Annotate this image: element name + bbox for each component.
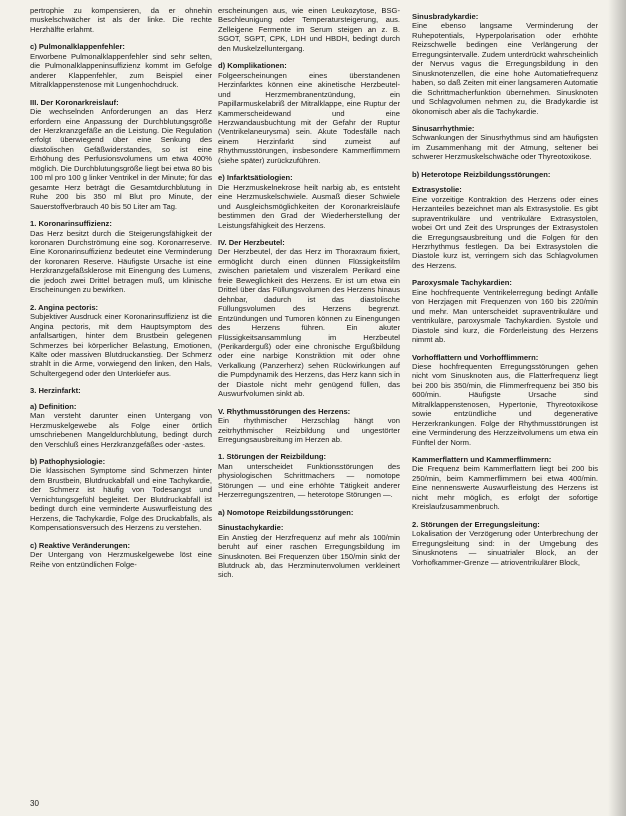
paragraph: Eine vorzeitige Kontraktion des Herzens oder eines Herzanteiles bezeichnet man als Extrasystolie. Es gibt supraventrikuläre und ventrikuläre Extrasystolen, wobei Ort und Zeit des Ursprunges der Extrasystolen die Erregungsausbreitung und die Folgen für den Herzrhythmus festlegen. Da bei Extrasystolen die Diastole kurz ist, verringern sich das Schlagvolumen des Herzens. — [412, 194, 598, 270]
text-column-left — [30, 6, 212, 794]
section-heading: Paroxysmale Tachykardien: — [412, 278, 512, 288]
text-column-middle — [218, 6, 400, 794]
paragraph: Subjektiver Ausdruck einer Koronarinsuffizienz ist die Angina pectoris, mit dem Hauptsymptom des anfallsartigen, hinter dem Brustbein gelegenen Schmerzes bei körperlicher Belastung, Emotionen, Kälte oder massiven Blutdruckanstieg. Der Schmerz strahlt in die Arme, vorwiegend den linken, den Hals, Schultergegend oder den Unterkiefer aus. — [30, 312, 212, 378]
section-heading: III. Der Koronarkreislauf: — [30, 97, 119, 107]
paragraph: Lokalisation der Verzögerung oder Unterbrechung der Erregungsleitung sind: in der Umgebung des Sinusknotens — sinuatrialer Block, an der Vorhofkammer-Grenze — atrioventrikulärer Block, — [412, 529, 598, 567]
section-heading: b) Heterotope Reizbildungsstörungen: — [412, 169, 551, 179]
section-heading: Vorhofflattern und Vorhofflimmern: — [412, 352, 539, 362]
paragraph: Die klassischen Symptome sind Schmerzen hinter dem Brustbein, Blutdruckabfall und eine Tachykardie, der Schmerz ist häufig von Todesangst und Vernichtungsgefühl begleitet. Der Blutdruckabfall ist bedingt durch eine verminderte Auswurfleistung des Herzens, die Tachykardie, Folge des Druckabfalls, als Kompensationsversuch des Herzens zu verstehen. — [30, 466, 212, 533]
text-column-right — [412, 6, 598, 794]
section-heading: 3. Herzinfarkt: — [30, 386, 81, 396]
section-heading: 2. Angina pectoris: — [30, 302, 99, 312]
section-heading: IV. Der Herzbeutel: — [218, 237, 285, 247]
paragraph: Die Frequenz beim Kammerflattern liegt bei 200 bis 250/min, beim Kammerflimmern bei etwa 400/min. Eine nennenswerte Auswurfleistung des Herzens ist nicht mehr möglich, es erfolgt der sofortige Kreislaufzusammenbruch. — [412, 464, 598, 512]
section-heading: Sinusbradykardie: — [412, 12, 479, 21]
page-edge-shadow — [608, 0, 626, 816]
paragraph: Die Herzmuskelnekrose heilt narbig ab, es entsteht eine Herzmuskelschwiele. Ausmaß dieser Schwiele und Ausgleichsmöglichkeiten der Koronarkreisläufe bestimmen den Grad der Wiederherstellung der Leistungsfähigkeit des Herzens. — [218, 182, 400, 230]
paragraph: pertrophie zu kompensieren, da er ohnehin muskelschwächer ist als der linke. Die rechte Herzhälfte erlahmt. — [30, 6, 212, 34]
section-heading: a) Nomotope Reizbildungsstörungen: — [218, 507, 354, 517]
section-heading: Sinusarrhythmie: — [412, 123, 475, 133]
paragraph: Das Herz besitzt durch die Steigerungsfähigkeit der koronaren Durchströmung eine sog. Koronarreserve. Eine Koronarinsuffizienz bedeutet eine Verminderung der koronaren Reserve. Häufigste Ursache ist eine Herzkranzgefäßsklerose mit Einengung des Lumens, die jedoch zwei Drittel betragen muß, um klinische Erscheinungen zu bewirken. — [30, 228, 212, 295]
paragraph: Die wechselnden Anforderungen an das Herz erfordern eine Anpassung der Durchblutungsgröße der Herzkranzgefäße an die Leistung. Die Regulation erfolgt überwiegend über eine Senkung des diastolischen Gefäßwiderstandes, so ist eine Erhöhung des Perfusionsvolumens um etwa 400% möglich. Die Durchblutungsgröße liegt bei etwa 80 bis 100 ml pro 100 g linker Ventrikel in der Minute; für das gesamte Herz beträgt die Gesamtdurchblutung in Ruhe 200 bis 350 ml Blut pro Minute, der Sauerstoffverbrauch 40 bis 50 Liter am Tag. — [30, 107, 212, 211]
section-heading: Sinustachykardie: — [218, 523, 284, 533]
section-heading: 1. Koronarinsuffizienz: — [30, 219, 112, 229]
section-heading: 1. Störungen der Reizbildung: — [218, 452, 326, 462]
section-heading: e) Infarktsätiologien: — [218, 173, 293, 183]
paragraph: Ein Anstieg der Herzfrequenz auf mehr als 100/min beruht auf einer raschen Erregungsbildung im Sinusknoten. Bei Frequenzen über 150/min sinkt der Blutdruck ab, das Herzminutenvolumen verkleinert sich. — [218, 532, 400, 580]
section-heading: Kammerflattern und Kammerflimmern: — [412, 455, 552, 465]
paragraph: Der Untergang von Herzmuskelgewebe löst eine Reihe von entzündlichen Folge- — [30, 550, 212, 569]
paragraph: Diese hochfrequenten Erregungsstörungen gehen nicht vom Sinusknoten aus, die Flatterfrequenz liegt bei 200 bis 350/min, die Flimmerfrequenz bei 350 bis 600/min. Häufigste Ursache sind Mitralklappenstenosen, Hypertonie, Thyreotoxikose sowie entzündliche und degenerative Herzerkrankungen. Folge der Rhythmusstörungen ist eine Verminderung des Herzzeitvolumens um etwa ein Fünftel der Norm. — [412, 361, 598, 447]
paragraph: Schwankungen der Sinusrhythmus sind am häufigsten im Zusammenhang mit der Atmung, seltener bei schwerer Herzmuskelschwäche oder Thyreotoxikose. — [412, 133, 598, 162]
section-heading: c) Reaktive Veränderungen: — [30, 540, 131, 550]
paragraph: Der Herzbeutel, der das Herz im Thoraxraum fixiert, ermöglicht durch einen dünnen Flüssigkeitsfilm zwischen parietalem und viszeralem Perikard eine freie Beweglichkeit des Herzens. Er ist um etwa ein Drittel über das Füllungsvolumen des Herzens hinaus dehnbar, dadurch ist das diastolische Füllungsvolumen des Herzens begrenzt. Entzündungen und Tumoren können zu Einengungen des Herzens führen. Ein akuter Flüssigkeitsansammlung im Herzbeutel (Perikarderguß) oder eine chronische Ergußbildung oder eine narbige Konstriktion mit oder ohne Verkalkung (Panzerherz) sehen Rückwirkungen auf die Pumpdynamik des Herzens, das Herz kann sich in der Diastole nicht mehr genügend füllen, das Auswurfvolumen sinkt ab. — [218, 247, 400, 399]
section-heading: d) Komplikationen: — [218, 61, 287, 71]
paragraph: Eine hochfrequente Ventrikelerregung bedingt Anfälle von Herzjagen mit Frequenzen von 160 bis 220/min und mehr. Man unterscheidet supraventrikuläre und ventrikuläre, paroxysmale Tachykardien. Systole und Diastole sind kurz, die Förderleistung des Herzens nimmt ab. — [412, 287, 598, 345]
section-heading: V. Rhythmusstörungen des Herzens: — [218, 406, 351, 416]
section-heading: 2. Störungen der Erregungsleitung: — [412, 519, 540, 529]
section-heading: Extrasystolie: — [412, 185, 462, 195]
section-heading: b) Pathophysiologie: — [30, 457, 106, 467]
paragraph: Man versteht darunter einen Untergang von Herzmuskelgewebe als Folge einer örtlich umschriebenen Mangeldurchblutung, bedingt durch den Verschluß eines Herzkranzgefäßes oder -astes. — [30, 411, 212, 449]
paragraph: Eine ebenso langsame Verminderung der Ruhepotentials, Hyperpolarisation oder erhöhte Reizschwelle bedingen eine Verlängerung der Erregungsintervalle. Zudem unterdrückt wahrscheinlich der Nervus vagus die Erregungsbildung in den Sinusknotenzellen, die eine hohe Automatiefrequenz haben, so daß Zeiten mit einer langsameren Automatie die Schrittmacherfunktion übernehmen. Sinusknoten und Schlagvolumen nehmen zu, die Bradykardie ist ökonomisch aber als die Tachykardie. — [412, 21, 598, 116]
paragraph: Folgeerscheinungen eines überstandenen Herzinfarktes können eine akinetische Herzbeutel- und Herzmembranentzündung, ein Papillarmuskelabriß der Mitralklappe, eine Ruptur der Kammerscheidewand und eine Herzwandausbuchtung mit der Gefahr der Ruptur (Ventrikelaneurysma) sein. Akute Todesfälle nach einem Herzinfarkt sind zumeist auf Rhythmusstörungen, insbesondere Kammerflimmern (siehe später) zurückzuführen. — [218, 70, 400, 165]
section-heading: a) Definition: — [30, 401, 77, 411]
section-heading: c) Pulmonalklappenfehler: — [30, 42, 125, 52]
paragraph: Man unterscheidet Funktionsstörungen des physiologischen Schrittmachers — nomotope Störungen — und eine erhöhte Tätigkeit anderer Herzerregungszentren, — heterotope Störungen —. — [218, 461, 400, 500]
paragraph: Ein rhythmischer Herzschlag hängt von zeitrhythmischer Reizbildung und ungestörter Erregungsausbreitung im Herzen ab. — [218, 416, 400, 445]
paragraph: erscheinungen aus, wie einen Leukozytose, BSG-Beschleunigung oder Temperatursteigerung, aus. Zelleigene Fermente im Serum steigen an z. B. SGOT, SGPT, CPK, LDH und HBDH, bedingt durch den Muskelzelluntergang. — [218, 6, 400, 53]
page-number: 30 — [30, 799, 39, 808]
paragraph: Erworbene Pulmonalklappenfehler sind sehr selten, die Pulmonalklappeninsuffizienz kommt im Gefolge anderer Klappenfehler, zum Beispiel einer Mitralklappenstenose mit Lungenhochdruck. — [30, 51, 212, 90]
